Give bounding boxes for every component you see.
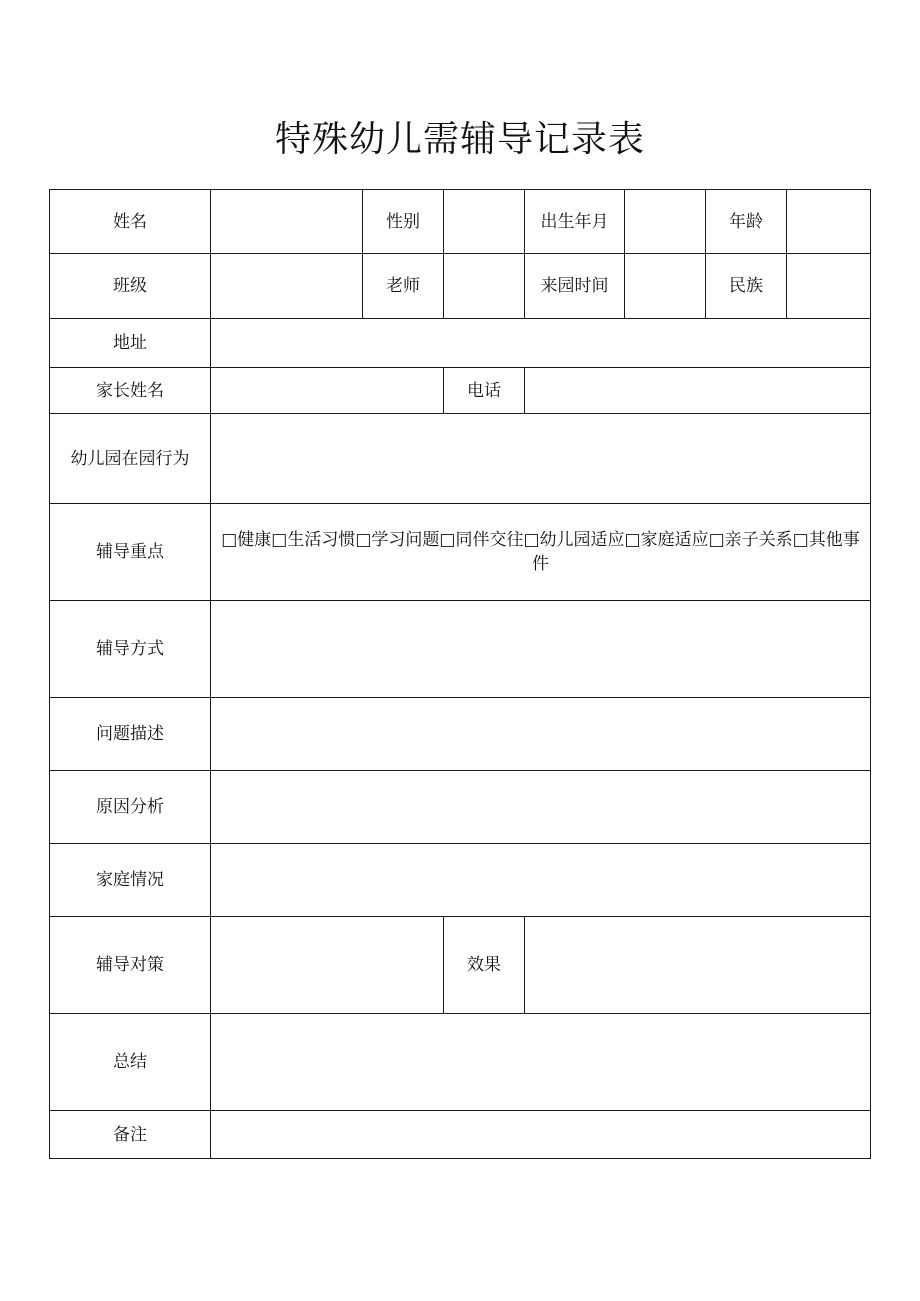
gender-label: 性别 [363,190,444,254]
row-cause [50,771,871,844]
focus-options-cell[interactable] [211,504,871,601]
phone-label: 电话 [444,368,525,414]
focus-label: 辅导重点 [50,504,211,601]
row-summary [50,1014,871,1111]
row-method [50,601,871,698]
remarks-field[interactable] [211,1111,871,1159]
age-label: 年龄 [706,190,787,254]
summary-field[interactable] [211,1014,871,1111]
row-family [50,844,871,917]
row-remarks [50,1111,871,1159]
summary-label: 总结 [50,1014,211,1111]
row-basic-2 [50,254,871,319]
address-label: 地址 [50,319,211,368]
class-label: 班级 [50,254,211,319]
row-focus [50,504,871,601]
gender-field[interactable] [444,190,525,254]
cause-label: 原因分析 [50,771,211,844]
ethnicity-label: 民族 [706,254,787,319]
strategy-field[interactable] [211,917,444,1014]
effect-label: 效果 [444,917,525,1014]
method-label: 辅导方式 [50,601,211,698]
age-field[interactable] [787,190,871,254]
behavior-field[interactable] [211,414,871,504]
class-field[interactable] [211,254,363,319]
address-field[interactable] [211,319,871,368]
name-field[interactable] [211,190,363,254]
enroll-time-label: 来园时间 [525,254,625,319]
row-parent [50,368,871,414]
family-field[interactable] [211,844,871,917]
family-label: 家庭情况 [50,844,211,917]
cause-field[interactable] [211,771,871,844]
effect-field[interactable] [525,917,871,1014]
remarks-label: 备注 [50,1111,211,1159]
row-strategy [50,917,871,1014]
row-address [50,319,871,368]
row-behavior [50,414,871,504]
name-label: 姓名 [50,190,211,254]
parent-name-label: 家长姓名 [50,368,211,414]
problem-field[interactable] [211,698,871,771]
birth-label: 出生年月 [525,190,625,254]
method-field[interactable] [211,601,871,698]
guidance-record-table [49,189,871,1159]
form-title: 特殊幼儿需辅导记录表 [274,119,645,160]
teacher-label: 老师 [363,254,444,319]
ethnicity-field[interactable] [787,254,871,319]
teacher-field[interactable] [444,254,525,319]
row-basic-1 [50,190,871,254]
phone-field[interactable] [525,368,871,414]
row-problem [50,698,871,771]
enroll-time-field[interactable] [625,254,706,319]
problem-label: 问题描述 [50,698,211,771]
behavior-label: 幼儿园在园行为 [50,414,211,504]
strategy-label: 辅导对策 [50,917,211,1014]
parent-name-field[interactable] [211,368,444,414]
focus-options-text[interactable]: □健康□生活习惯□学习问题□同伴交往□幼儿园适应□家庭适应□亲子关系□其他事件 [221,530,860,574]
birth-field[interactable] [625,190,706,254]
